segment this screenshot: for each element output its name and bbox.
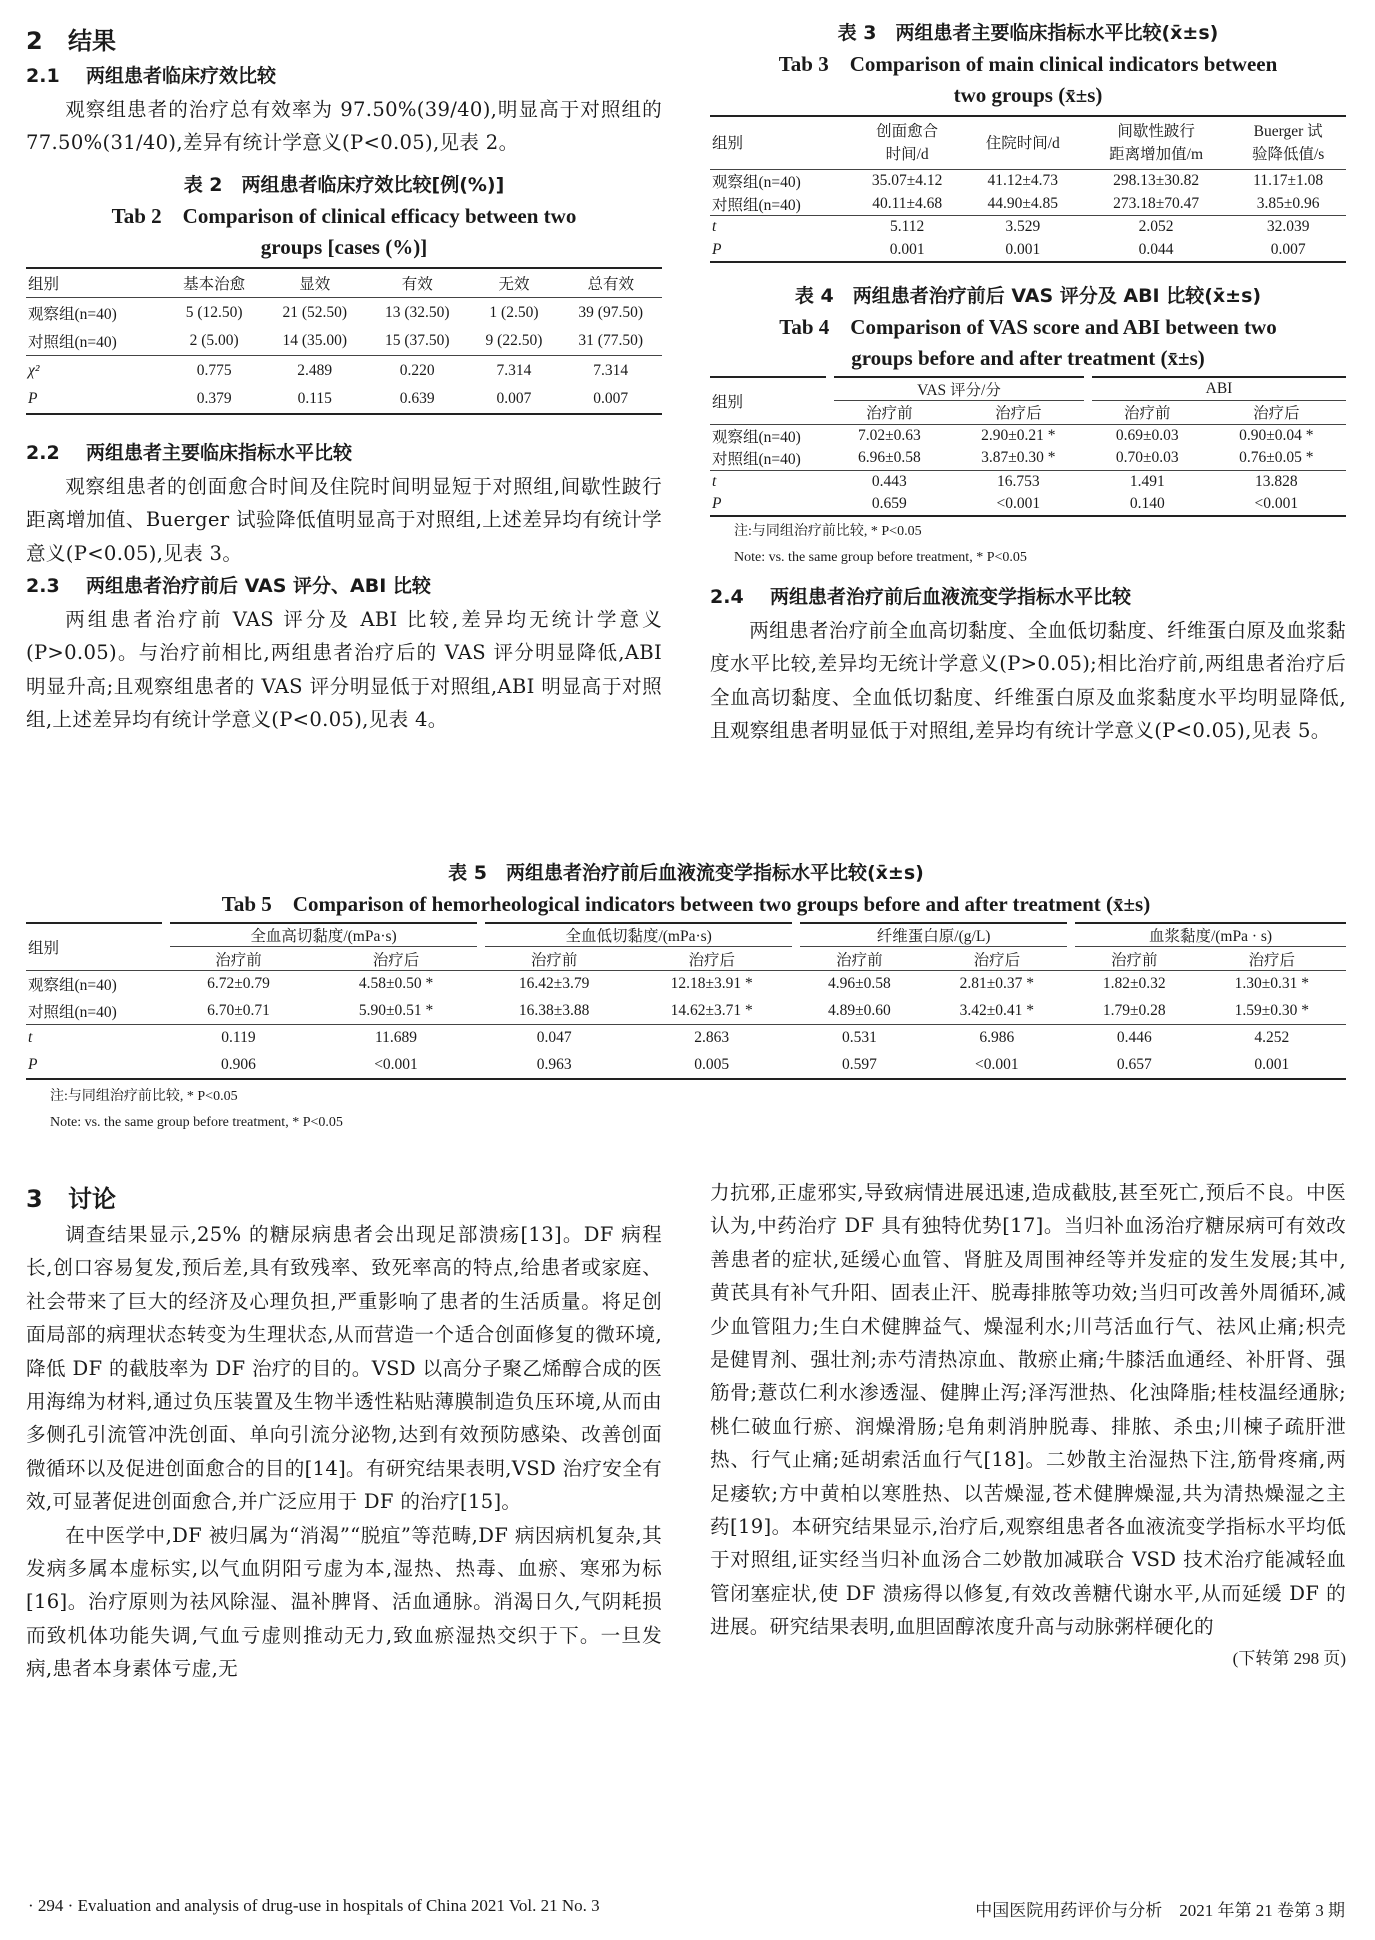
table-cell: 1.79±0.28: [1102, 1001, 1166, 1019]
table-cell: 13.828: [1207, 470, 1346, 493]
section-heading: [26, 1180, 662, 1218]
table-cell: <0.001: [374, 1055, 418, 1073]
table-cell: 0.007: [1270, 240, 1306, 258]
subsection-number: 2.3: [26, 575, 60, 598]
table-cell: 0.70±0.03: [1115, 449, 1179, 467]
table2-caption-cn: 表 2 两组患者临床疗效比较[例(%)]: [183, 173, 505, 196]
table-cell: 0.001: [1005, 240, 1041, 258]
column-header: 治疗前: [796, 947, 922, 971]
table-cell: 3.529: [964, 216, 1082, 239]
column-header: 治疗前: [166, 947, 311, 971]
table-row: [710, 170, 1346, 193]
column-header: 治疗后: [923, 947, 1071, 971]
table-cell: 0.001: [889, 240, 925, 258]
table-cell: 0.005: [694, 1055, 730, 1073]
table5: [26, 922, 1346, 1080]
table-cell: 16.42±3.79: [518, 975, 590, 993]
table-cell: 21 (52.50): [282, 303, 348, 321]
stat-label: t: [710, 470, 830, 493]
right-column-bottom: [710, 1176, 1346, 1674]
table-row: [710, 424, 1346, 447]
paragraph: 在中医学中,DF 被归属为“消渴”“脱疽”等范畴,DF 病因病机复杂,其发病多属本虚标实,以气血阴阳亏虚为本,湿热、热毒、血瘀、寒邪为标[16]。治疗原则为祛风除湿、温补脾肾、活血通脉。消渴日久,气阴耗损而致机体功能失调,气血亏虚则推动无力,致血瘀湿热交织于下。一旦发病,患者本身素体亏虚,无: [26, 1523, 662, 1681]
table-cell: 35.07±4.12: [871, 172, 943, 190]
column-header: 治疗前: [830, 400, 949, 424]
table4-caption-en-2: groups before and after treatment (x̄±s): [851, 345, 1205, 370]
table4-note-en: Note: vs. the same group before treatment, * P<0.05: [734, 550, 1027, 565]
table-cell: 0.597: [841, 1055, 877, 1073]
table-cell: 0.963: [536, 1055, 572, 1073]
table-cell: 0.379: [196, 389, 232, 407]
table-cell: 3.87±0.30 *: [981, 449, 1056, 467]
section-heading: [26, 22, 662, 60]
table-cell: 7.314: [559, 356, 662, 385]
left-column-top: [26, 22, 662, 737]
table-cell: <0.001: [975, 1055, 1019, 1073]
subsection-number: 2.2: [26, 441, 60, 464]
table-cell: 1.59±0.30 *: [1234, 1001, 1309, 1019]
table-cell: 40.11±4.68: [872, 194, 943, 212]
table-row: [26, 971, 1346, 998]
column-header-line: 距离增加值/m: [1109, 146, 1204, 163]
section-number: 2: [26, 27, 43, 55]
table-cell: 4.96±0.58: [828, 975, 891, 993]
table-cell: 5.112: [851, 216, 964, 239]
column-header: 治疗后: [949, 400, 1088, 424]
left-column-bottom: [26, 1180, 662, 1686]
table-cell: 6.70±0.71: [207, 1001, 270, 1019]
stat-row: [26, 356, 662, 385]
table-cell: 2.489: [263, 356, 366, 385]
table-cell: 0.007: [496, 389, 532, 407]
paragraph: 两组患者治疗前 VAS 评分及 ABI 比较,差异均无统计学意义(P>0.05)。与治疗前相比,两组患者治疗后的 VAS 评分明显降低,ABI 明显升高;且观察组患者的 VAS 评分明显低于对照组,ABI 明显高于对照组,上述差异均有统计学意义(P<0.05),见表 4。: [26, 608, 662, 732]
row-label: 对照组(n=40): [28, 1003, 117, 1021]
table-cell: 6.986: [923, 1025, 1071, 1052]
column-group-header: 纤维蛋白原/(g/L): [796, 923, 1071, 947]
table-cell: 2.81±0.37 *: [959, 975, 1035, 993]
paragraph: 观察组患者的治疗总有效率为 97.50%(39/40),明显高于对照组的 77.50%(31/40),差异有统计学意义(P<0.05),见表 2。: [26, 98, 662, 155]
column-header: [851, 116, 964, 170]
table-cell: 31 (77.50): [578, 332, 643, 350]
row-label: 对照组(n=40): [712, 196, 801, 214]
table-row: [710, 447, 1346, 470]
table3-caption-cn: 表 3 两组患者主要临床指标水平比较(x̄±s): [837, 22, 1219, 44]
subsection-title: 两组患者临床疗效比较: [86, 65, 277, 87]
table-cell: 0.119: [166, 1025, 311, 1052]
subsection-heading: [26, 570, 662, 603]
column-header: [1230, 116, 1346, 170]
stat-label: P: [28, 389, 38, 407]
section-title: 结果: [68, 27, 116, 55]
table-cell: 16.38±3.88: [518, 1001, 590, 1019]
table-cell: 12.18±3.91 *: [670, 975, 753, 993]
table-cell: 1.491: [1088, 470, 1207, 493]
table-cell: <0.001: [1254, 495, 1299, 512]
table-cell: 11.689: [311, 1025, 481, 1052]
table-cell: 14 (35.00): [282, 332, 348, 350]
table2: [26, 267, 662, 415]
table-cell: 0.76±0.05 *: [1239, 449, 1314, 467]
table-cell: 5 (12.50): [185, 303, 243, 321]
column-header: 无效: [469, 268, 560, 298]
right-column-top: [710, 18, 1346, 748]
stat-row: [26, 1025, 1346, 1052]
table-cell: 6.72±0.79: [207, 975, 270, 993]
table-cell: 0.446: [1071, 1025, 1197, 1052]
stat-row: [710, 470, 1346, 493]
section-title: 讨论: [68, 1185, 116, 1213]
column-group-header: 血浆黏度/(mPa · s): [1071, 923, 1346, 947]
table5-caption-en: Tab 5 Comparison of hemorheological indicators between two groups before and after treatment (x̄±s): [221, 892, 1151, 916]
table4-caption-en: Tab 4 Comparison of VAS score and ABI between two: [779, 314, 1277, 339]
column-group-header: ABI: [1088, 377, 1346, 401]
subsection-title: 两组患者主要临床指标水平比较: [86, 441, 353, 464]
column-header-line: 时间/d: [885, 146, 929, 163]
table-cell: 0.007: [593, 389, 629, 407]
table-cell: 0.140: [1129, 495, 1165, 512]
column-header: 治疗后: [311, 947, 481, 971]
table-cell: 2.90±0.21 *: [981, 426, 1056, 444]
paragraph-continued: 力抗邪,正虚邪实,导致病情进展迅速,造成截肢,甚至死亡,预后不良。中医认为,中药治疗 DF 具有独特优势[17]。当归补血汤治疗糖尿病可有效改善患者的症状,延缓心血管、肾脏及周围神经等并发症的发生发展;其中,黄芪具有补气升阳、固表止汗、脱毒排脓等功效;当归可改善外周循环,减少血管阻力;生白术健脾益气、燥湿利水;川芎活血行气、祛风止痛;枳壳是健胃剂、强壮剂;赤芍清热凉血、散瘀止痛;牛膝活血通经、补肝肾、强筋骨;薏苡仁利水渗透湿、健脾止泻;泽泻泄热、化浊降脂;桂枝温经通脉;桃仁破血行瘀、润燥滑肠;皂角刺消肿脱毒、排脓、杀虫;川楝子疏肝泄热、行气止痛;延胡索活血行气[18]。二妙散主治湿热下注,筋骨疼痛,两足痿软;方中黄柏以寒胜热、以苦燥湿,苍术健脾燥湿,共为清热燥湿之主药[19]。本研究结果显示,治疗后,观察组患者各血液流变学指标水平均低于对照组,证实经当归补血汤合二妙散加减联合 VSD 技术治疗能减轻血管闭塞症状,使 DF 溃疡得以修复,有效改善糖代谢水平,从而延缓 DF 的进展。研究结果表明,血胆固醇浓度升高与动脉粥样硬化的: [710, 1181, 1346, 1639]
table-cell: 0.443: [830, 470, 949, 493]
table-cell: 13 (32.50): [384, 303, 450, 321]
stat-label: t: [710, 216, 851, 239]
table-cell: 0.044: [1138, 240, 1174, 258]
stat-row: [710, 239, 1346, 262]
table-cell: 4.252: [1198, 1025, 1346, 1052]
column-header: 组别: [26, 268, 165, 298]
table-cell: 2.863: [627, 1025, 796, 1052]
column-header: 组别: [710, 377, 830, 425]
table-cell: 4.89±0.60: [828, 1001, 891, 1019]
table-cell: 2 (5.00): [189, 332, 239, 350]
column-header: [1082, 116, 1230, 170]
stat-label: t: [26, 1025, 166, 1052]
column-header: 住院时间/d: [964, 116, 1082, 170]
column-header: 基本治愈: [165, 268, 264, 298]
subsection-title: 两组患者治疗前后 VAS 评分、ABI 比较: [86, 575, 431, 598]
table-cell: 0.639: [399, 389, 435, 407]
column-header-line: 间歇性跛行: [1117, 123, 1195, 140]
table5-caption-cn: 表 5 两组患者治疗前后血液流变学指标水平比较(x̄±s): [448, 862, 924, 884]
table-cell: 41.12±4.73: [987, 172, 1059, 190]
column-header-line: 验降低值/s: [1251, 146, 1325, 163]
stat-row: [26, 385, 662, 414]
table-cell: 14.62±3.71 *: [670, 1001, 753, 1019]
stat-row: [26, 1052, 1346, 1079]
stat-label: P: [712, 240, 722, 258]
footer-journal-en: · 294 · Evaluation and analysis of drug-use in hospitals of China 2021 Vol. 21 No. 3: [28, 1896, 600, 1915]
table5-note-en: Note: vs. the same group before treatment, * P<0.05: [50, 1114, 343, 1130]
continued-note: (下转第 298 页): [1232, 1648, 1346, 1668]
table-cell: 0.047: [481, 1025, 627, 1052]
table4-caption-cn: 表 4 两组患者治疗前后 VAS 评分及 ABI 比较(x̄±s): [794, 284, 1262, 307]
table-cell: 5.90±0.51 *: [358, 1001, 434, 1019]
column-header: 治疗前: [1071, 947, 1197, 971]
stat-label: P: [28, 1055, 38, 1073]
table-cell: 0.657: [1116, 1055, 1152, 1073]
table3-caption-en-2: two groups (x̄±s): [953, 83, 1103, 107]
table2-caption-en: Tab 2 Comparison of clinical efficacy between two: [111, 203, 577, 228]
stat-row: [710, 216, 1346, 239]
table-cell: 0.90±0.04 *: [1239, 426, 1314, 444]
subsection-title: 两组患者治疗前后血液流变学指标水平比较: [770, 586, 1132, 608]
table-cell: <0.001: [996, 495, 1041, 512]
column-header: 总有效: [559, 268, 662, 298]
header-row: [26, 947, 1346, 971]
column-group-header: VAS 评分/分: [830, 377, 1088, 401]
header-row: [26, 923, 1346, 947]
subsection-heading: [710, 581, 1346, 614]
table-cell: 39 (97.50): [578, 303, 643, 321]
stat-row: [710, 493, 1346, 516]
stat-label: P: [712, 495, 722, 512]
table-cell: 0.775: [165, 356, 264, 385]
table-cell: 3.85±0.96: [1256, 194, 1320, 212]
column-header-line: Buerger 试: [1253, 123, 1323, 140]
row-label: 对照组(n=40): [712, 451, 801, 469]
footer-journal-cn: 中国医院用药评价与分析 2021 年第 21 卷第 3 期: [975, 1901, 1345, 1920]
stat-label: χ²: [26, 356, 165, 385]
header-row: [710, 377, 1346, 401]
section-number: 3: [26, 1185, 43, 1213]
table-cell: 1 (2.50): [489, 303, 539, 321]
row-label: 观察组(n=40): [28, 305, 117, 323]
table-cell: 9 (22.50): [485, 332, 543, 350]
subsection-number: 2.4: [710, 586, 744, 608]
table-cell: 4.58±0.50 *: [358, 975, 434, 993]
table-cell: 0.906: [221, 1055, 256, 1073]
table5-note-cn: 注:与同组治疗前比较, * P<0.05: [50, 1088, 238, 1104]
column-header: 组别: [26, 923, 166, 971]
table-cell: 7.02±0.63: [857, 426, 921, 444]
table-cell: 32.039: [1230, 216, 1346, 239]
table-cell: 298.13±30.82: [1113, 172, 1200, 190]
table-cell: 0.69±0.03: [1115, 426, 1179, 444]
column-group-header: 全血高切黏度/(mPa·s): [166, 923, 481, 947]
table-cell: 11.17±1.08: [1253, 172, 1324, 190]
paragraph: 调查结果显示,25% 的糖尿病患者会出现足部溃疡[13]。DF 病程长,创口容易复发,预后差,具有致残率、致死率高的特点,给患者或家庭、社会带来了巨大的经济及心理负担,严重影响了患者的生活质量。将足创面局部的病理状态转变为生理状态,从而营造一个适合创面修复的微环境,降低 DF 的截肢率为 DF 治疗的目的。VSD 以高分子聚乙烯醇合成的医用海绵为材料,通过负压装置及生物半透性粘贴薄膜制造负压环境,从而由多侧孔引流管冲洗创面、单向引流分泌物,达到有效预防感染、改善创面微循环以及促进创面愈合的目的[14]。有研究结果表明,VSD 治疗安全有效,可显著促进创面愈合,并广泛应用于 DF 的治疗[15]。: [26, 1223, 662, 1514]
table3-caption-en: Tab 3 Comparison of main clinical indicators between: [778, 52, 1278, 76]
table-cell: 0.659: [871, 495, 907, 512]
table-cell: 15 (37.50): [384, 332, 450, 350]
table-cell: 2.052: [1082, 216, 1230, 239]
table-cell: 273.18±70.47: [1113, 194, 1200, 212]
row-label: 观察组(n=40): [28, 977, 117, 995]
column-header: 治疗后: [1207, 400, 1346, 424]
row-label: 观察组(n=40): [712, 174, 801, 192]
table-row: [710, 193, 1346, 216]
table5-block: [26, 858, 1346, 1136]
table-cell: 0.001: [1254, 1055, 1290, 1073]
table4: [710, 376, 1346, 518]
column-group-header: 全血低切黏度/(mPa·s): [481, 923, 796, 947]
table-cell: 7.314: [469, 356, 560, 385]
table-row: [26, 327, 662, 356]
table-cell: 44.90±4.85: [987, 194, 1059, 212]
table-cell: 0.115: [297, 389, 332, 407]
table3: [710, 115, 1346, 263]
column-header: 治疗前: [1088, 400, 1207, 424]
table-cell: 1.82±0.32: [1102, 975, 1166, 993]
paragraph: 两组患者治疗前全血高切黏度、全血低切黏度、纤维蛋白原及血浆黏度水平比较,差异均无统计学意义(P>0.05);相比治疗前,两组患者治疗后全血高切黏度、全血低切黏度、纤维蛋白原及血浆黏度水平均明显降低,且观察组患者明显低于对照组,差异均有统计学意义(P<0.05),见表 5。: [710, 619, 1346, 743]
subsection-heading: [26, 437, 662, 470]
table-row: [26, 298, 662, 327]
table-cell: 1.30±0.31 *: [1234, 975, 1309, 993]
table-cell: 16.753: [949, 470, 1088, 493]
column-header: 治疗后: [1198, 947, 1346, 971]
subsection-number: 2.1: [26, 65, 60, 87]
subsection-heading: [26, 60, 662, 93]
table4-note-cn: 注:与同组治疗前比较, * P<0.05: [734, 524, 922, 539]
row-label: 观察组(n=40): [712, 428, 801, 446]
table-cell: 6.96±0.58: [857, 449, 921, 467]
column-header-line: 创面愈合: [876, 123, 939, 140]
column-header: 显效: [263, 268, 366, 298]
table-row: [26, 998, 1346, 1025]
table2-caption-en-2: groups [cases (%)]: [260, 234, 428, 259]
row-label: 对照组(n=40): [28, 334, 117, 352]
table-cell: 3.42±0.41 *: [959, 1001, 1035, 1019]
column-header: 组别: [710, 116, 851, 170]
column-header: 治疗前: [481, 947, 627, 971]
column-header: 有效: [366, 268, 469, 298]
table-cell: 0.531: [796, 1025, 922, 1052]
table-cell: 0.220: [366, 356, 469, 385]
column-header: 治疗后: [627, 947, 796, 971]
paragraph: 观察组患者的创面愈合时间及住院时间明显短于对照组,间歇性跛行距离增加值、Buerger 试验降低值明显高于对照组,上述差异均有统计学意义(P<0.05),见表 3。: [26, 474, 662, 565]
